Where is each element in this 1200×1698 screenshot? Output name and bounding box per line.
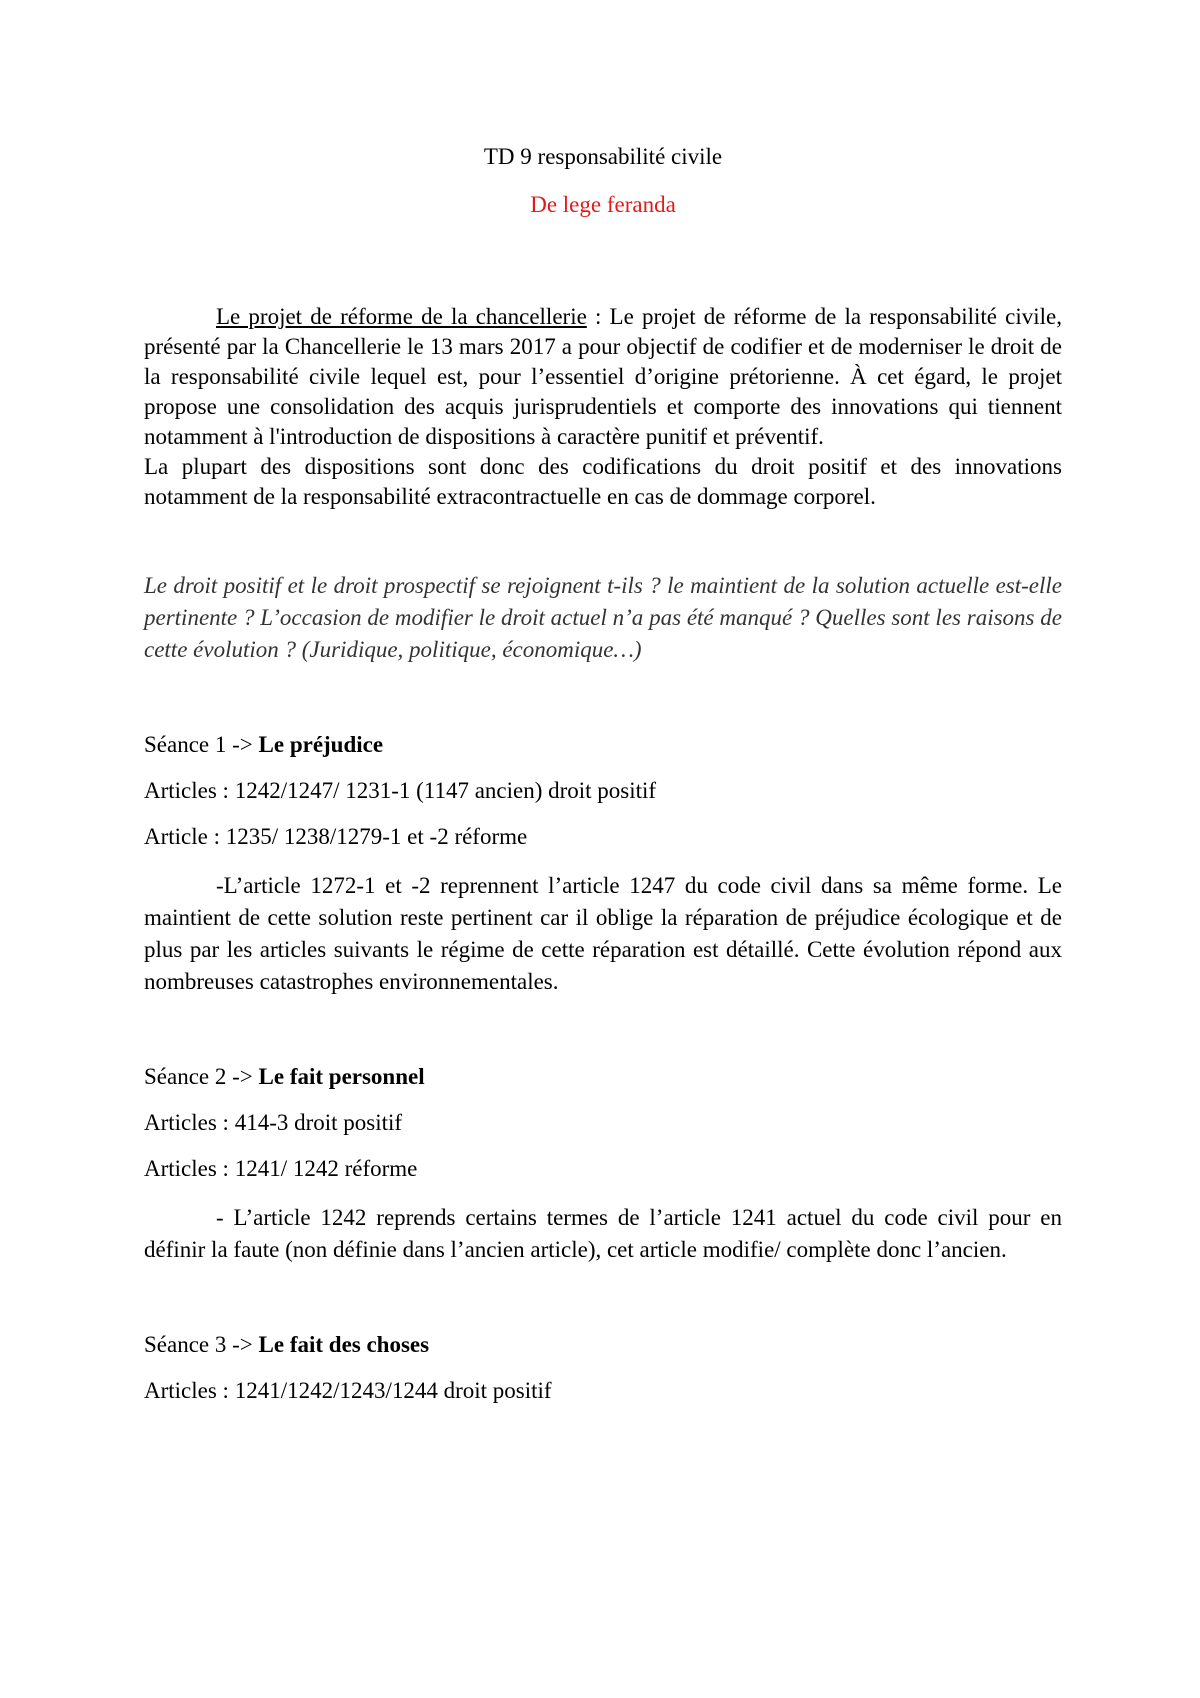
session-2-commentary: - L’article 1242 reprends certains termes de l’article 1241 actuel du code civil pour en définir la faute (non définie dans l’ancien article), cet article modifie/ complète donc l’ancien. [144,1205,1062,1262]
session-1-label: Séance 1 -> [144,732,259,757]
session-3-articles-positive: Articles : 1241/1242/1243/1244 droit positif [144,1378,552,1403]
session-1-topic: Le préjudice [258,732,384,757]
document-title: TD 9 responsabilité civile [483,144,723,169]
session-3-label: Séance 3 -> [144,1332,259,1357]
session-2-articles-reform: Articles : 1241/ 1242 réforme [144,1156,418,1181]
guiding-question: Le droit positif et le droit prospectif se rejoignent t-ils ? le maintient de la solution actuelle est-elle pertinente ? L’occasion de modifier le droit actuel n’a pas été manqué ? Quelles sont les raisons de cette évolution ? (Juridique, politique, économique…) [144,573,1062,662]
document-subtitle: De lege feranda [530,192,676,217]
intro-heading-separator: : [586,304,610,329]
session-2-title [144,1062,1062,1092]
session-2-articles-positive: Articles : 414-3 droit positif [144,1110,403,1135]
document-body [144,142,1062,1406]
session-3-title [144,1330,1062,1360]
intro-text: Le projet de réforme de la responsabilité civile, présenté par la Chancellerie le 13 mars 2017 a pour objectif de codifier et de moderniser le droit de la responsabilité civile lequel est, pour l’essentiel d’origine prétorienne. À cet égard, le projet propose une consolidation des acquis jurisprudentiels et comporte des innovations qui tiennent notamment à l'introduction de dispositions à caractère punitif et préventif. [144,304,1062,449]
session-1-commentary: -L’article 1272-1 et -2 reprennent l’article 1247 du code civil dans sa même forme. Le maintient de cette solution reste pertinent car il oblige la réparation de préjudice écologique et de plus par les articles suivants le régime de cette réparation est détaillé. Cette évolution répond aux nombreuses catastrophes environnementales. [144,873,1062,994]
session-2-topic: Le fait personnel [258,1064,425,1089]
session-2-label: Séance 2 -> [144,1064,259,1089]
session-1-articles-reform: Article : 1235/ 1238/1279-1 et -2 réforme [144,824,528,849]
intro-heading: Le projet de réforme de la chancellerie [216,304,587,329]
session-3-topic: Le fait des choses [258,1332,430,1357]
intro-paragraph-2: La plupart des dispositions sont donc des codifications du droit positif et des innovations notamment de la responsabilité extracontractuelle en cas de dommage corporel. [144,454,1062,509]
session-1-articles-positive: Articles : 1242/1247/ 1231-1 (1147 ancien) droit positif [144,778,657,803]
session-1-title [144,730,1062,760]
intro-paragraph [144,302,1062,452]
